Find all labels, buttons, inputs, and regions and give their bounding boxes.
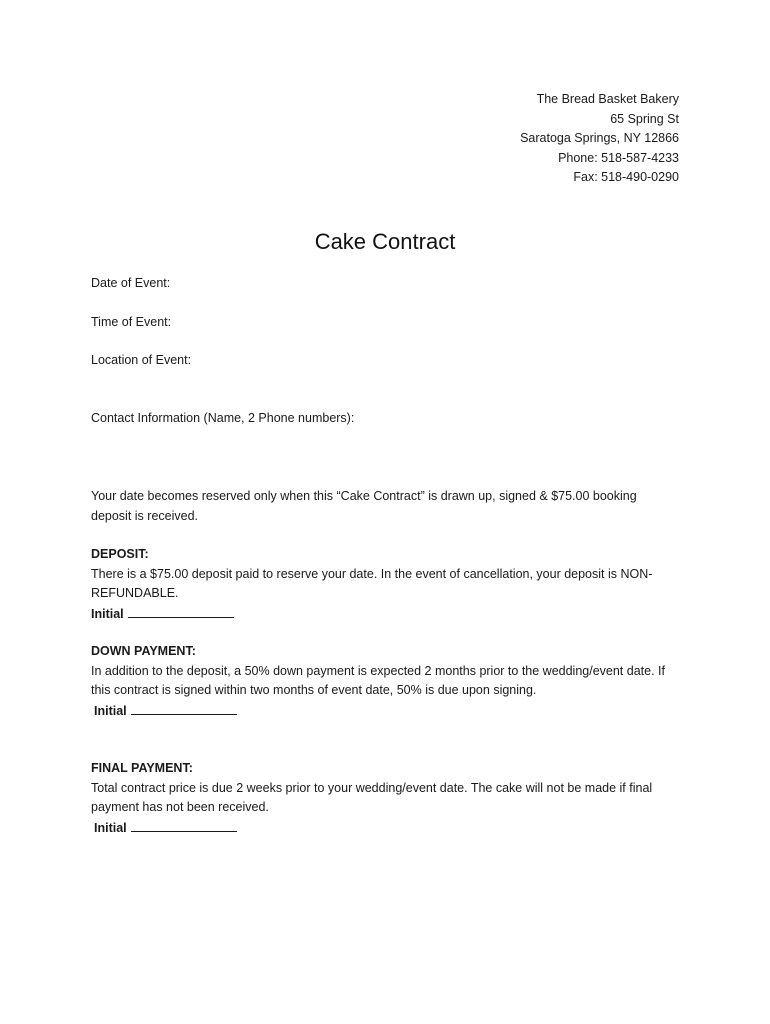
final-payment-initial-label: Initial: [94, 820, 127, 835]
final-payment-heading: FINAL PAYMENT:: [91, 761, 193, 775]
business-name: The Bread Basket Bakery: [536, 92, 679, 106]
time-of-event-field: Time of Event:: [91, 315, 172, 329]
contact-information-field: Contact Information (Name, 2 Phone numbers):: [91, 411, 355, 425]
deposit-text: There is a $75.00 deposit paid to reserve your date. In the event of cancellation, your deposit is NON-REFUNDABLE.: [91, 566, 653, 600]
street-address: 65 Spring St: [610, 111, 679, 126]
city-state-zip: Saratoga Springs, NY 12866: [520, 131, 679, 145]
deposit-initial-label: Initial: [91, 606, 124, 621]
down-payment-initial-blank[interactable]: [131, 701, 237, 715]
phone-number: Phone: 518-587-4233: [558, 150, 679, 165]
down-payment-initial-label: Initial: [94, 703, 127, 718]
deposit-initial-blank[interactable]: [128, 604, 234, 618]
deposit-initial-line: [91, 604, 671, 625]
final-payment-initial-line: [91, 818, 671, 839]
down-payment-section: [91, 642, 681, 721]
document-title: Cake Contract: [314, 229, 456, 254]
final-payment-text: Total contract price is due 2 weeks prior to your wedding/event date. The cake will not be made if final payment has not been received.: [91, 780, 653, 814]
deposit-section: [91, 545, 671, 624]
down-payment-text: In addition to the deposit, a 50% down payment is expected 2 months prior to the wedding/event date. If this contract is signed within two months of event date, 50% is due upon signing.: [91, 663, 665, 697]
down-payment-initial-line: [91, 701, 681, 722]
final-payment-initial-blank[interactable]: [131, 818, 237, 832]
letterhead: [520, 90, 679, 188]
reservation-note: Your date becomes reserved only when this “Cake Contract” is drawn up, signed & $75.00 booking deposit is received.: [91, 489, 637, 523]
down-payment-heading: DOWN PAYMENT:: [91, 644, 196, 658]
deposit-heading: DEPOSIT:: [91, 547, 149, 561]
location-of-event-field: Location of Event:: [91, 353, 192, 367]
date-of-event-field: Date of Event:: [91, 276, 171, 290]
final-payment-section: [91, 759, 671, 838]
fax-number: Fax: 518-490-0290: [573, 170, 679, 184]
